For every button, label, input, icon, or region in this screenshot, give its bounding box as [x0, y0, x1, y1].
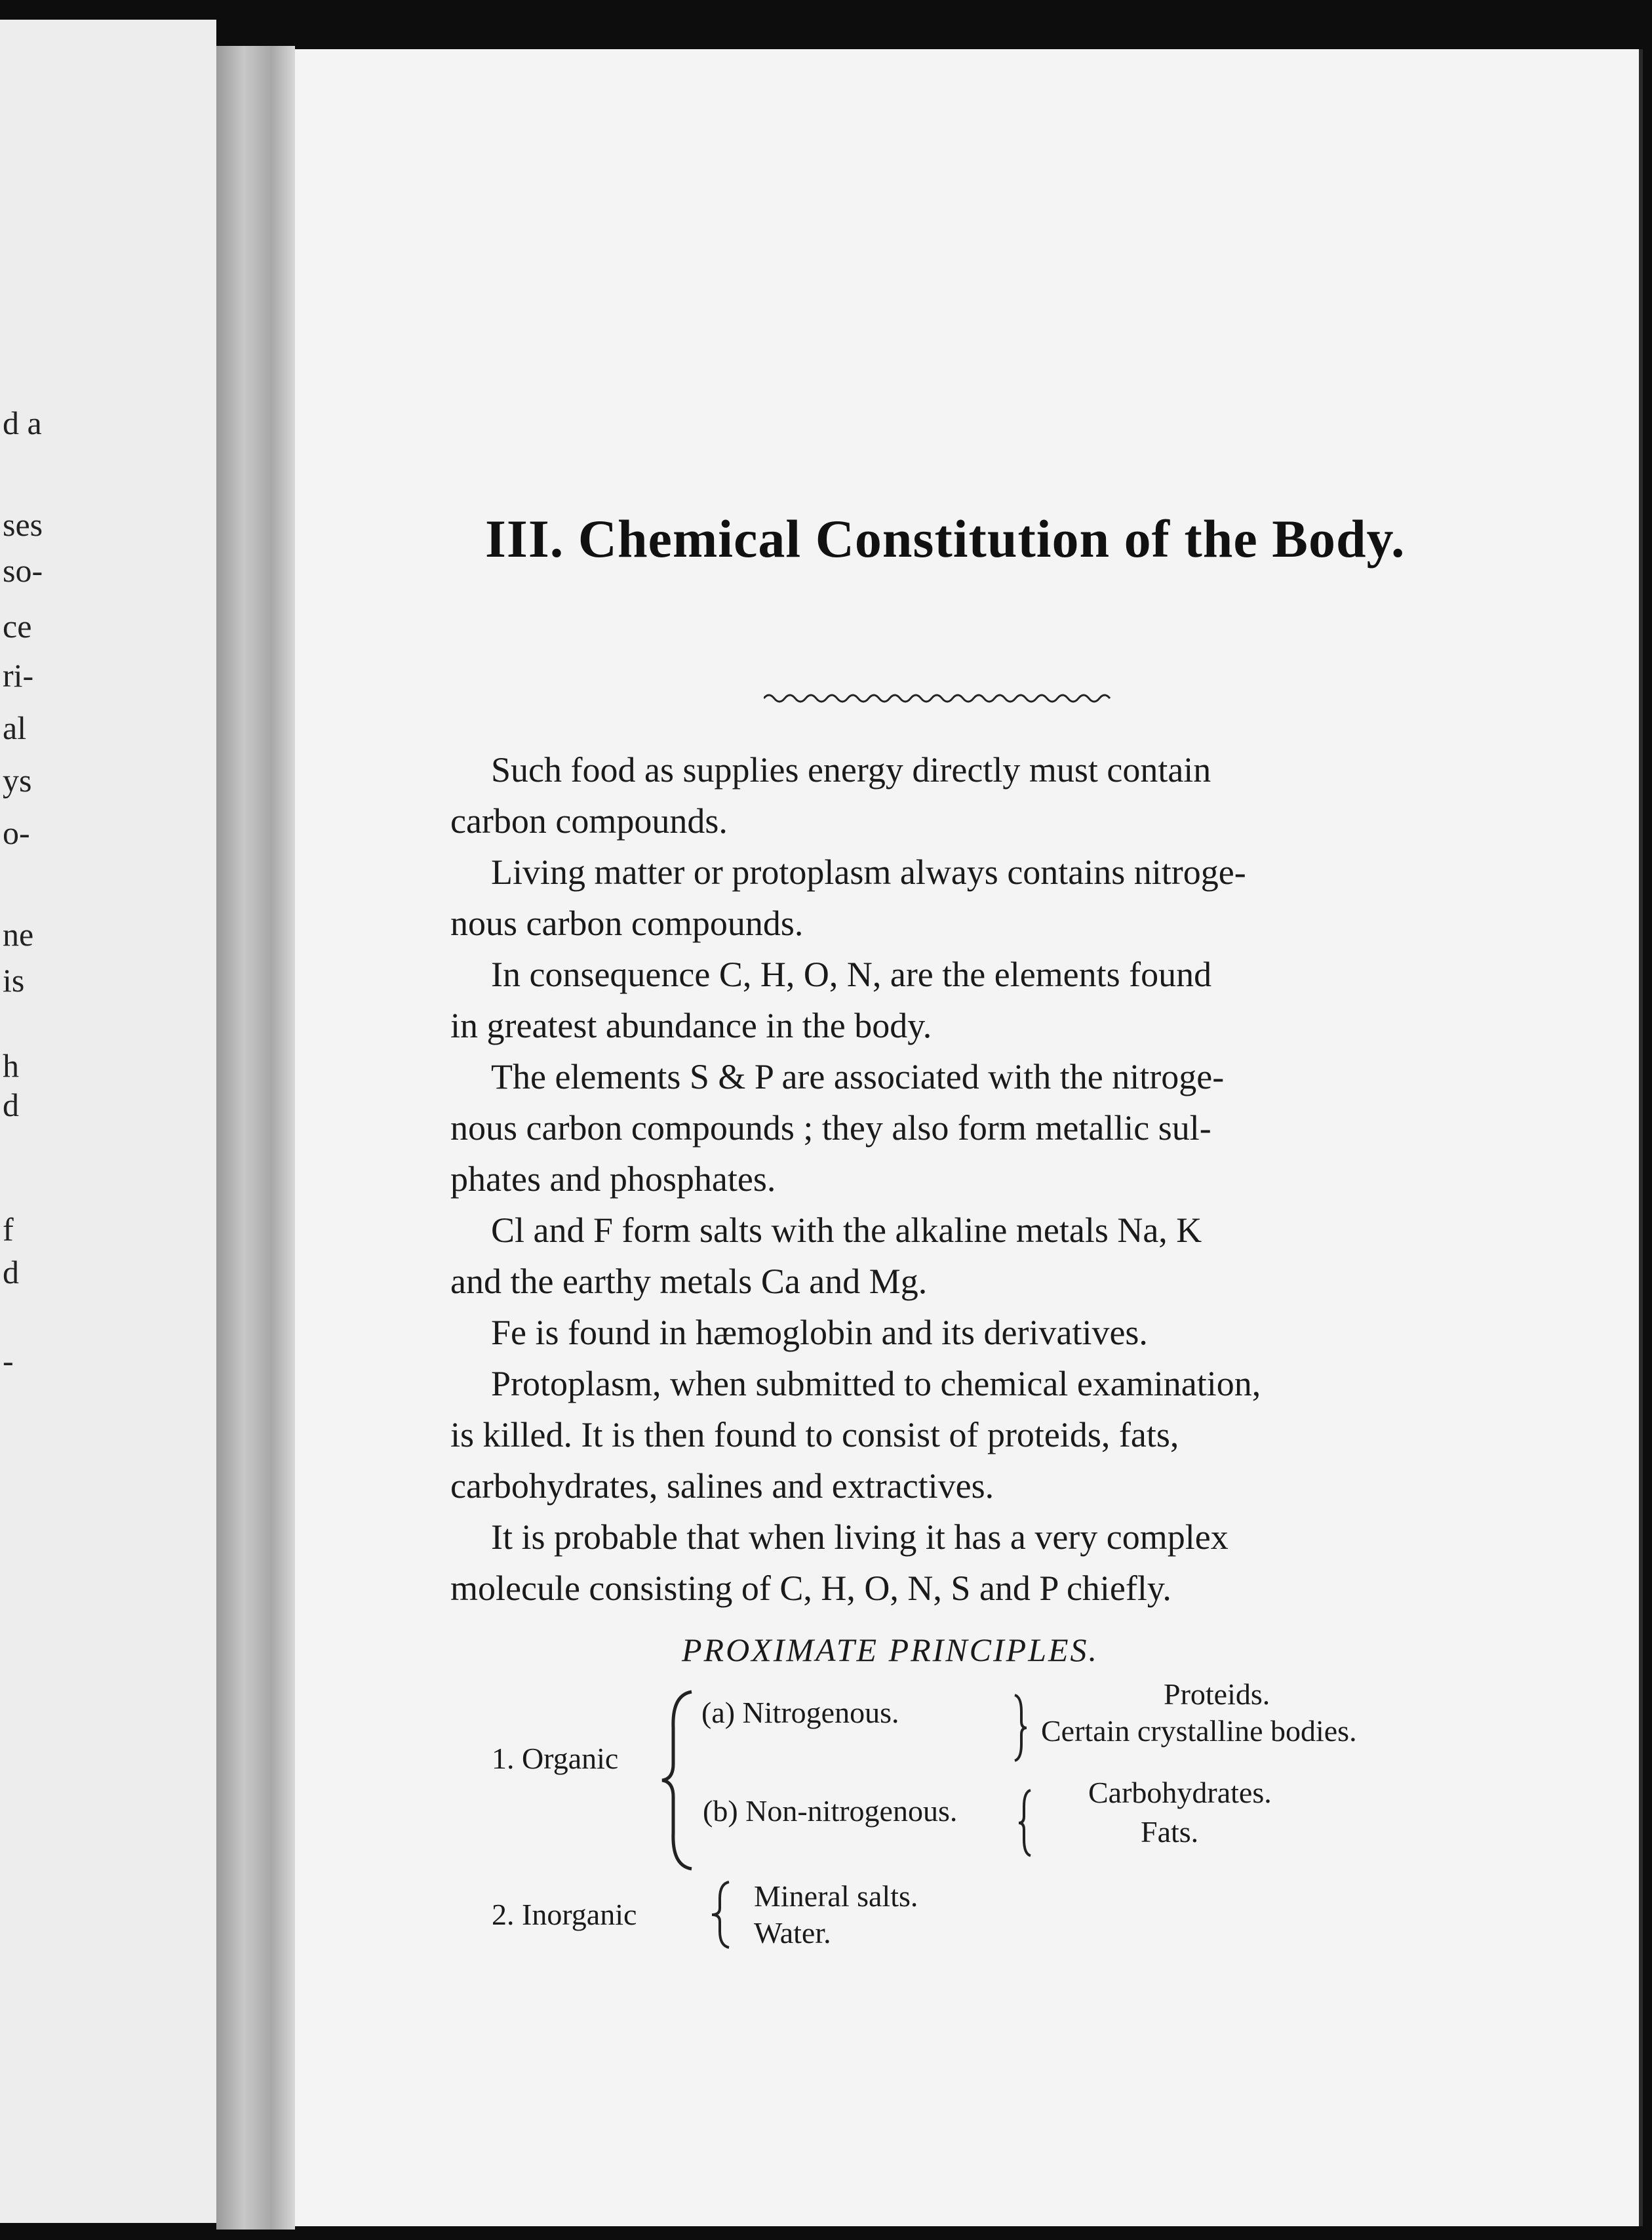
inorganic-brace — [708, 1879, 734, 1951]
nitrogenous-brace — [1010, 1692, 1029, 1764]
left-fragment: ys — [3, 762, 32, 799]
paragraph-line: In consequence C, H, O, N, are the elements found — [491, 955, 1212, 994]
paragraph-line: It is probable that when living it has a very complex — [491, 1517, 1229, 1557]
wavy-rule-ornament — [764, 689, 1111, 708]
page — [295, 49, 1643, 2226]
inorganic-label: 2. Inorganic — [492, 1898, 637, 1931]
left-fragment: ri- — [3, 657, 34, 694]
paragraph-elements — [450, 949, 1652, 1051]
left-fragment: ce — [3, 608, 32, 645]
left-fragment: is — [3, 962, 25, 999]
paragraph-line: molecule consisting of C, H, O, N, S and P chiefly. — [450, 1569, 1171, 1608]
paragraph-line: Fe is found in hæmoglobin and its derivatives. — [491, 1313, 1148, 1352]
paragraph-molecule — [450, 1511, 1652, 1614]
paragraph-iron — [450, 1307, 1652, 1358]
paragraph-line: Living matter or protoplasm always contains nitroge- — [491, 852, 1246, 892]
non-nitrogenous-item: Carbohydrates. — [1088, 1776, 1272, 1809]
nitrogenous-item: Proteids. — [1164, 1677, 1270, 1711]
previous-page — [0, 20, 216, 2223]
left-fragment: d a — [3, 405, 42, 441]
left-fragment: o- — [3, 814, 30, 851]
left-fragment: f — [3, 1211, 14, 1248]
left-fragment: ses — [3, 506, 43, 543]
paragraph-line: The elements S & P are associated with the nitroge- — [491, 1057, 1225, 1096]
paragraph-examination — [450, 1358, 1652, 1511]
paragraph-line: and the earthy metals Ca and Mg. — [450, 1262, 928, 1301]
nitrogenous-item: Certain crystalline bodies. — [1041, 1714, 1357, 1748]
nitrogenous-label: (a) Nitrogenous. — [701, 1696, 899, 1729]
left-fragment: al — [3, 710, 27, 746]
left-fragment: - — [3, 1342, 14, 1379]
paragraph-line: carbohydrates, salines and extractives. — [450, 1466, 994, 1506]
paragraph-line: nous carbon compounds ; they also form metallic sul- — [450, 1108, 1211, 1148]
inorganic-item: Mineral salts. — [754, 1879, 918, 1913]
paragraph-line: phates and phosphates. — [450, 1159, 776, 1199]
non-nitrogenous-label: (b) Non-nitrogenous. — [703, 1794, 958, 1828]
organic-label: 1. Organic — [492, 1742, 619, 1775]
paragraph-carbon — [450, 744, 1652, 847]
non-nitrogenous-item: Fats. — [1141, 1815, 1199, 1849]
book-gutter — [216, 46, 295, 2230]
left-fragment: d — [3, 1087, 19, 1123]
paragraph-line: Cl and F form salts with the alkaline metals Na, K — [491, 1210, 1202, 1250]
left-fragment: d — [3, 1254, 19, 1290]
left-fragment: ne — [3, 916, 34, 953]
paragraph-salts — [450, 1205, 1652, 1307]
non-nitrogenous-brace — [1016, 1787, 1036, 1859]
left-fragment: so- — [3, 552, 43, 589]
paragraph-line: carbon compounds. — [450, 801, 728, 841]
paragraph-line: Such food as supplies energy directly must contain — [491, 750, 1211, 790]
left-fragment: h — [3, 1047, 19, 1084]
chapter-title: III. Chemical Constitution of the Body. — [485, 509, 1406, 569]
paragraph-line: is killed. It is then found to consist of proteids, fats, — [450, 1415, 1179, 1454]
paragraph-protoplasm — [450, 847, 1652, 949]
proximate-principles-heading: PROXIMATE PRINCIPLES. — [682, 1631, 1099, 1668]
paragraph-line: nous carbon compounds. — [450, 904, 804, 943]
paragraph-line: in greatest abundance in the body. — [450, 1006, 932, 1045]
paragraph-sulphur-phosphorus — [450, 1051, 1652, 1205]
organic-brace — [659, 1689, 698, 1872]
paragraph-line: Protoplasm, when submitted to chemical examination, — [491, 1364, 1261, 1403]
inorganic-item: Water. — [754, 1916, 831, 1950]
